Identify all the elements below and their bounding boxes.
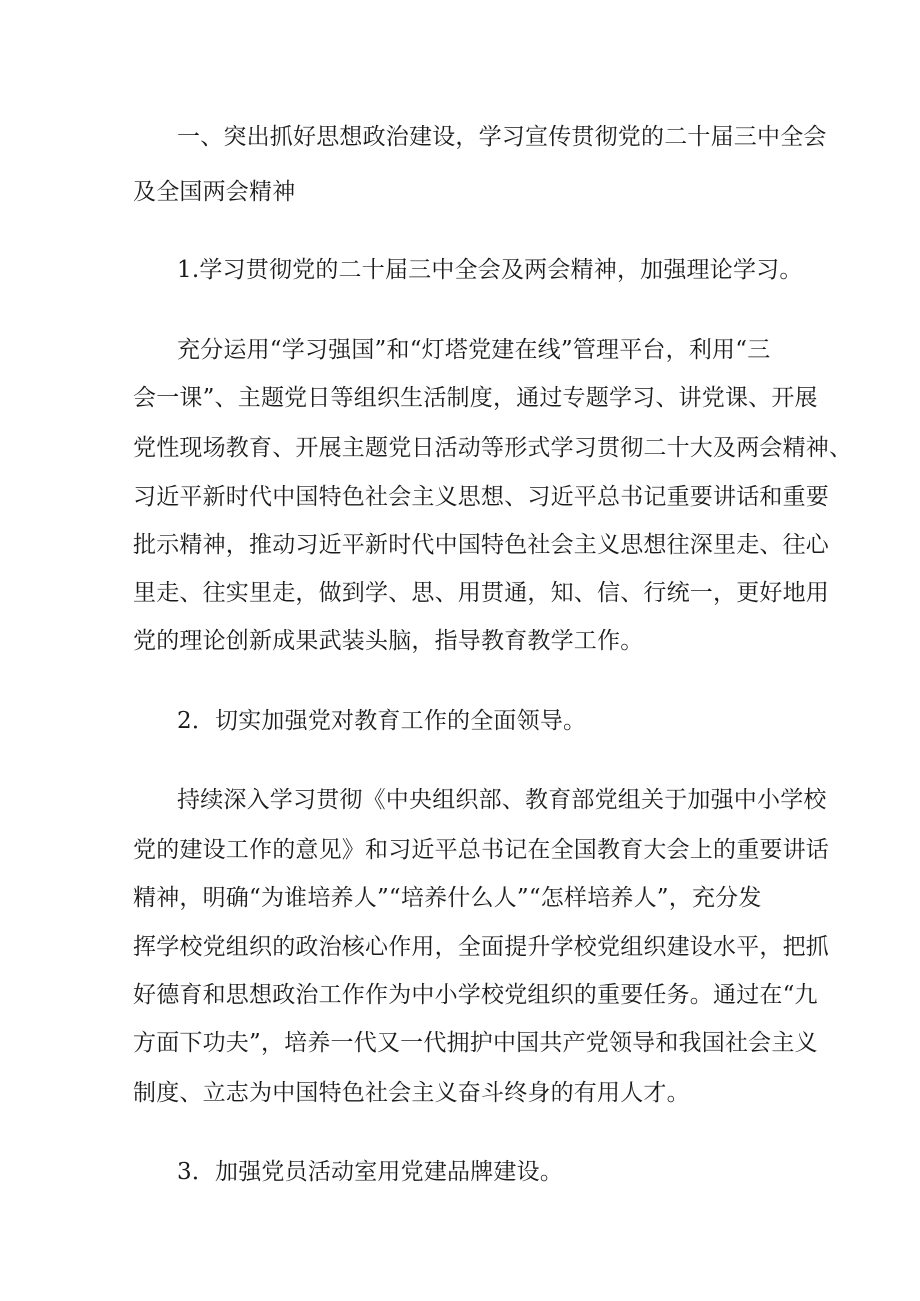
subheading-3: 3．加强党员活动室用党建品牌建设。 <box>177 1159 564 1185</box>
paragraph-1-line-6: 里走、往实里走，做到学、思、用贯通，知、信、行统一，更好地用 <box>133 580 829 606</box>
paragraph-1-line-7: 党的理论创新成果武装头脑，指导教育教学工作。 <box>133 628 644 654</box>
subheading-2: 2．切实加强党对教育工作的全面领导。 <box>177 708 587 734</box>
paragraph-2-line-7: 制度、立志为中国特色社会主义奋斗终身的有用人才。 <box>133 1080 690 1106</box>
paragraph-2-line-6: 方面下功夫”，培养一代又一代拥护中国共产党领导和我国社会主义 <box>133 1030 818 1056</box>
paragraph-2-line-2: 党的建设工作的意见》和习近平总书记在全国教育大会上的重要讲话 <box>133 837 829 863</box>
paragraph-2-line-1: 持续深入学习贯彻《中央组织部、教育部党组关于加强中小学校 <box>177 787 827 813</box>
paragraph-1-line-5: 批示精神，推动习近平新时代中国特色社会主义思想往深里走、往心 <box>133 532 829 558</box>
paragraph-2-line-4: 挥学校党组织的政治核心作用，全面提升学校党组织建设水平，把抓 <box>133 934 829 960</box>
paragraph-1-line-3: 党性现场教育、开展主题党日活动等形式学习贯彻二十大及两会精神、 <box>133 435 853 461</box>
subheading-1: 1.学习贯彻党的二十届三中全会及两会精神，加强理论学习。 <box>177 257 803 283</box>
paragraph-1-line-4: 习近平新时代中国特色社会主义思想、习近平总书记重要讲话和重要 <box>133 484 829 510</box>
paragraph-1-line-1: 充分运用“学习强国”和“灯塔党建在线”管理平台，利用“三 <box>177 337 771 363</box>
paragraph-1-line-2: 会一课”、主题党日等组织生活制度，通过专题学习、讲党课、开展 <box>133 385 818 411</box>
section-heading-line-2: 及全国两会精神 <box>133 179 296 205</box>
paragraph-2-line-5: 好德育和思想政治工作作为中小学校党组织的重要任务。通过在“九 <box>133 982 818 1008</box>
section-heading-line-1: 一、突出抓好思想政治建设，学习宣传贯彻党的二十届三中全会 <box>177 124 827 150</box>
paragraph-2-line-3: 精神，明确“为谁培养人”“培养什么人”“怎样培养人”，充分发 <box>133 885 762 911</box>
